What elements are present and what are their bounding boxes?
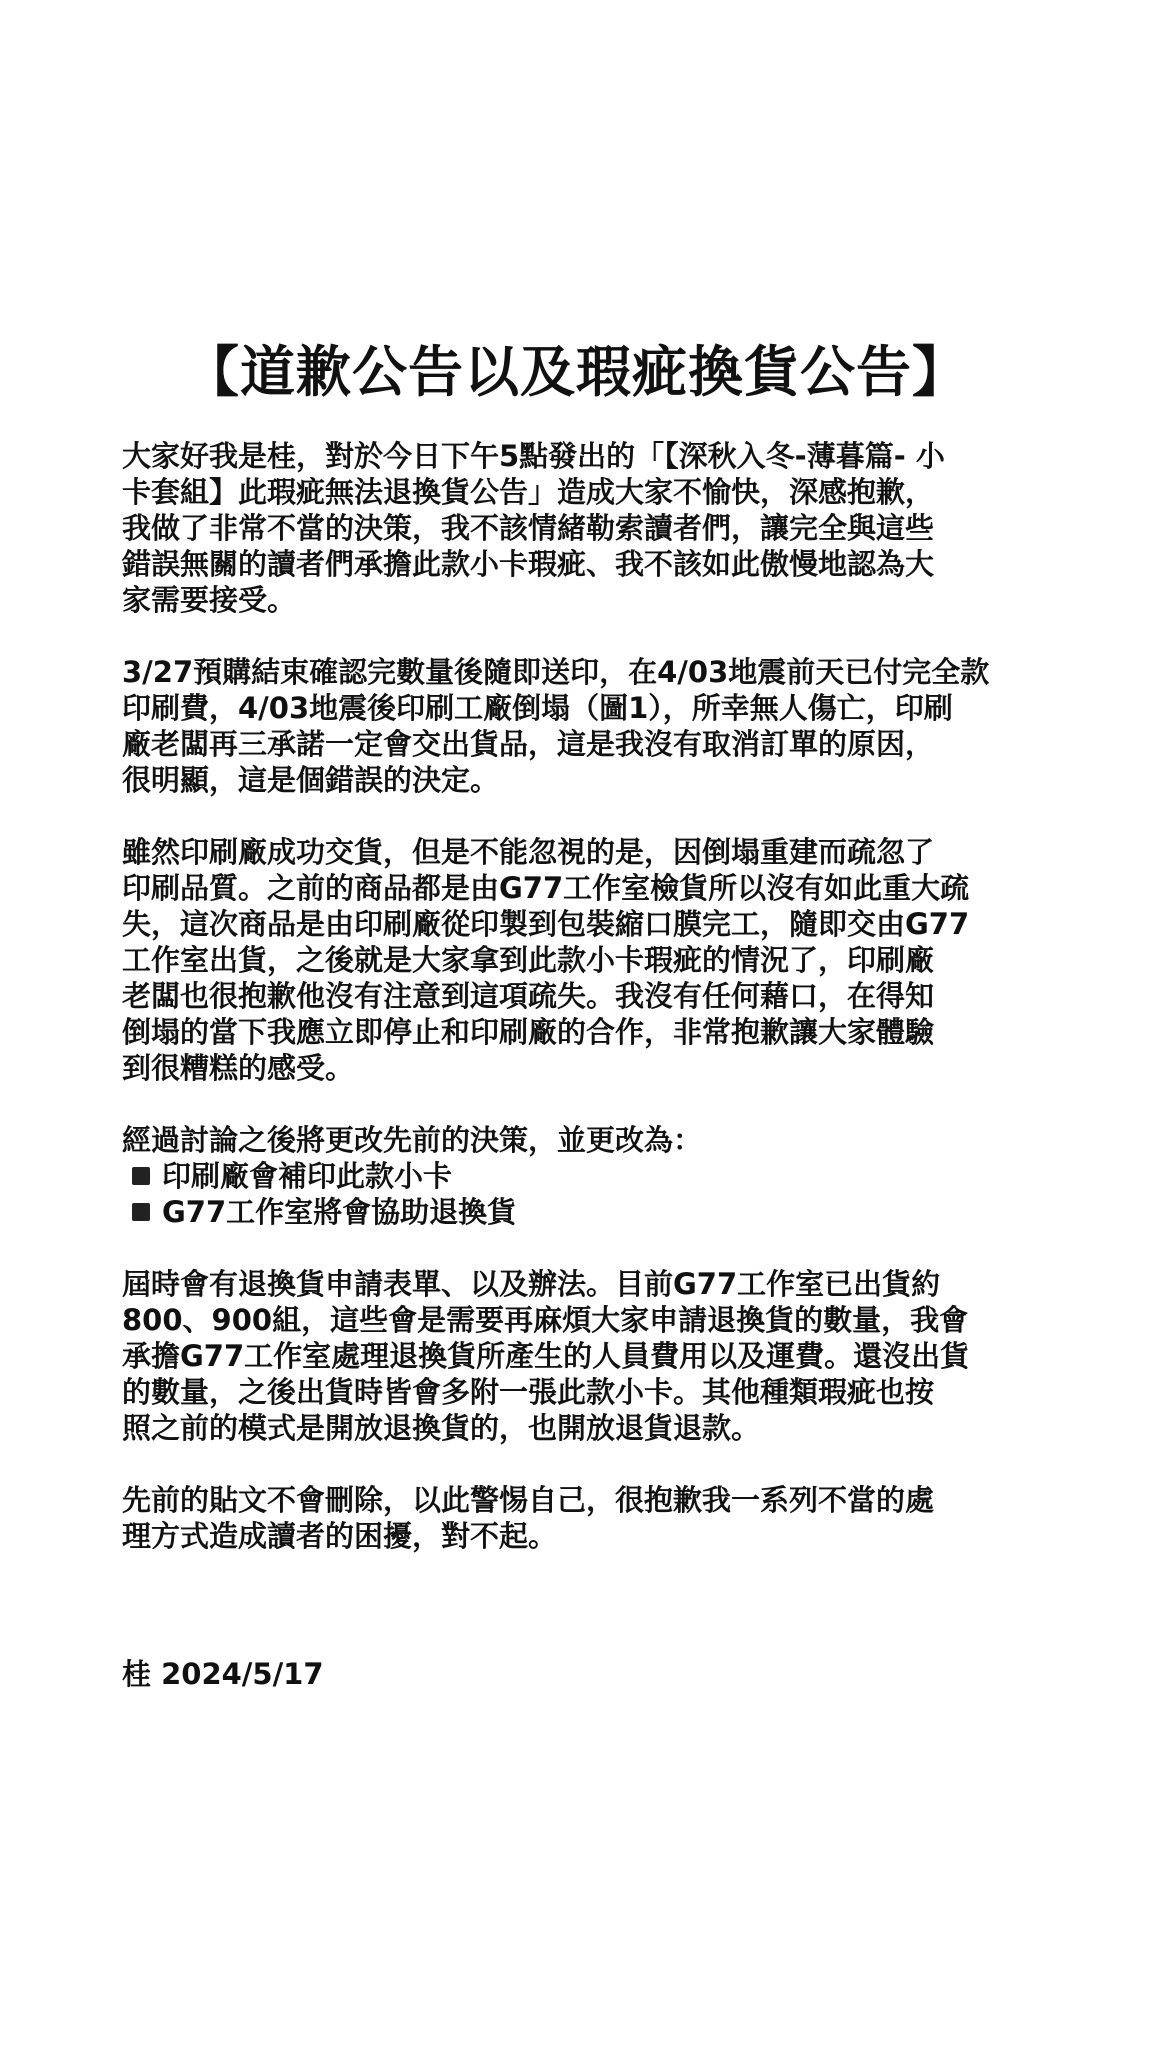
text-line: 倒塌的當下我應立即停止和印刷廠的合作，非常抱歉讓大家體驗 xyxy=(122,1015,935,1049)
square-bullet-icon xyxy=(132,1203,150,1221)
list-item-label: 印刷廠會補印此款小卡 xyxy=(162,1159,453,1193)
text-line: 承擔G77工作室處理退換貨所產生的人員費用以及運費。還沒出貨 xyxy=(122,1339,970,1373)
text-line: 雖然印刷廠成功交貨，但是不能忽視的是，因倒塌重建而疏忽了 xyxy=(122,835,935,869)
text-line: 大家好我是桂，對於今日下午5點發出的「【深秋入冬-薄暮篇- 小 xyxy=(122,439,945,473)
text-line: 800、900組，這些會是需要再麻煩大家申請退換貨的數量，我會 xyxy=(122,1303,969,1337)
paragraph-return-process xyxy=(122,1266,1042,1446)
page-title: 【道歉公告以及瑕疵換貨公告】 xyxy=(183,340,968,404)
text-line: 印刷品質。之前的商品都是由G77工作室檢貨所以沒有如此重大疏 xyxy=(122,871,970,905)
text-line: 卡套組】此瑕疵無法退換貨公告」造成大家不愉快，深感抱歉， xyxy=(122,475,935,509)
text-line: 家需要接受。 xyxy=(122,583,297,617)
decision-block xyxy=(122,1122,1042,1230)
list-item-label: G77工作室將會協助退換貨 xyxy=(162,1195,517,1229)
text-line: 先前的貼文不會刪除，以此警惕自己，很抱歉我一系列不當的處 xyxy=(122,1483,935,1517)
paragraph-timeline xyxy=(122,654,1042,798)
text-line: 理方式造成讀者的困擾，對不起。 xyxy=(122,1519,558,1553)
decision-intro: 經過討論之後將更改先前的決策，並更改為： xyxy=(122,1123,703,1157)
text-line: 很明顯，這是個錯誤的決定。 xyxy=(122,763,500,797)
text-line: 失，這次商品是由印刷廠從印製到包裝縮口膜完工，隨即交由G77 xyxy=(122,907,970,941)
list-item xyxy=(122,1194,1042,1230)
text-line: 的數量，之後出貨時皆會多附一張此款小卡。其他種類瑕疵也按 xyxy=(122,1375,935,1409)
announcement-body xyxy=(122,438,1042,1590)
paragraph-closing xyxy=(122,1482,1042,1554)
text-line: 印刷費，4/03地震後印刷工廠倒塌（圖1），所幸無人傷亡，印刷 xyxy=(122,691,953,725)
text-line: 我做了非常不當的決策，我不該情緒勒索讀者們，讓完全與這些 xyxy=(122,511,935,545)
text-line: 老闆也很抱歉他沒有注意到這項疏失。我沒有任何藉口，在得知 xyxy=(122,979,935,1013)
text-line: 到很糟糕的感受。 xyxy=(122,1051,355,1085)
text-line: 照之前的模式是開放退換貨的，也開放退貨退款。 xyxy=(122,1411,761,1445)
paragraph-apology xyxy=(122,438,1042,618)
text-line: 工作室出貨，之後就是大家拿到此款小卡瑕疵的情況了，印刷廠 xyxy=(122,943,935,977)
text-line: 錯誤無關的讀者們承擔此款小卡瑕疵、我不該如此傲慢地認為大 xyxy=(122,547,935,581)
text-line: 3/27預購結束確認完數量後隨即送印，在4/03地震前天已付完全款 xyxy=(122,655,990,689)
list-item xyxy=(122,1158,1042,1194)
paragraph-quality-issue xyxy=(122,834,1042,1086)
decision-list xyxy=(122,1158,1042,1230)
text-line: 廠老闆再三承諾一定會交出貨品，這是我沒有取消訂單的原因， xyxy=(122,727,935,761)
signature: 桂 2024/5/17 xyxy=(122,1657,324,1691)
square-bullet-icon xyxy=(132,1167,150,1185)
text-line: 屆時會有退換貨申請表單、以及辦法。目前G77工作室已出貨約 xyxy=(122,1267,941,1301)
